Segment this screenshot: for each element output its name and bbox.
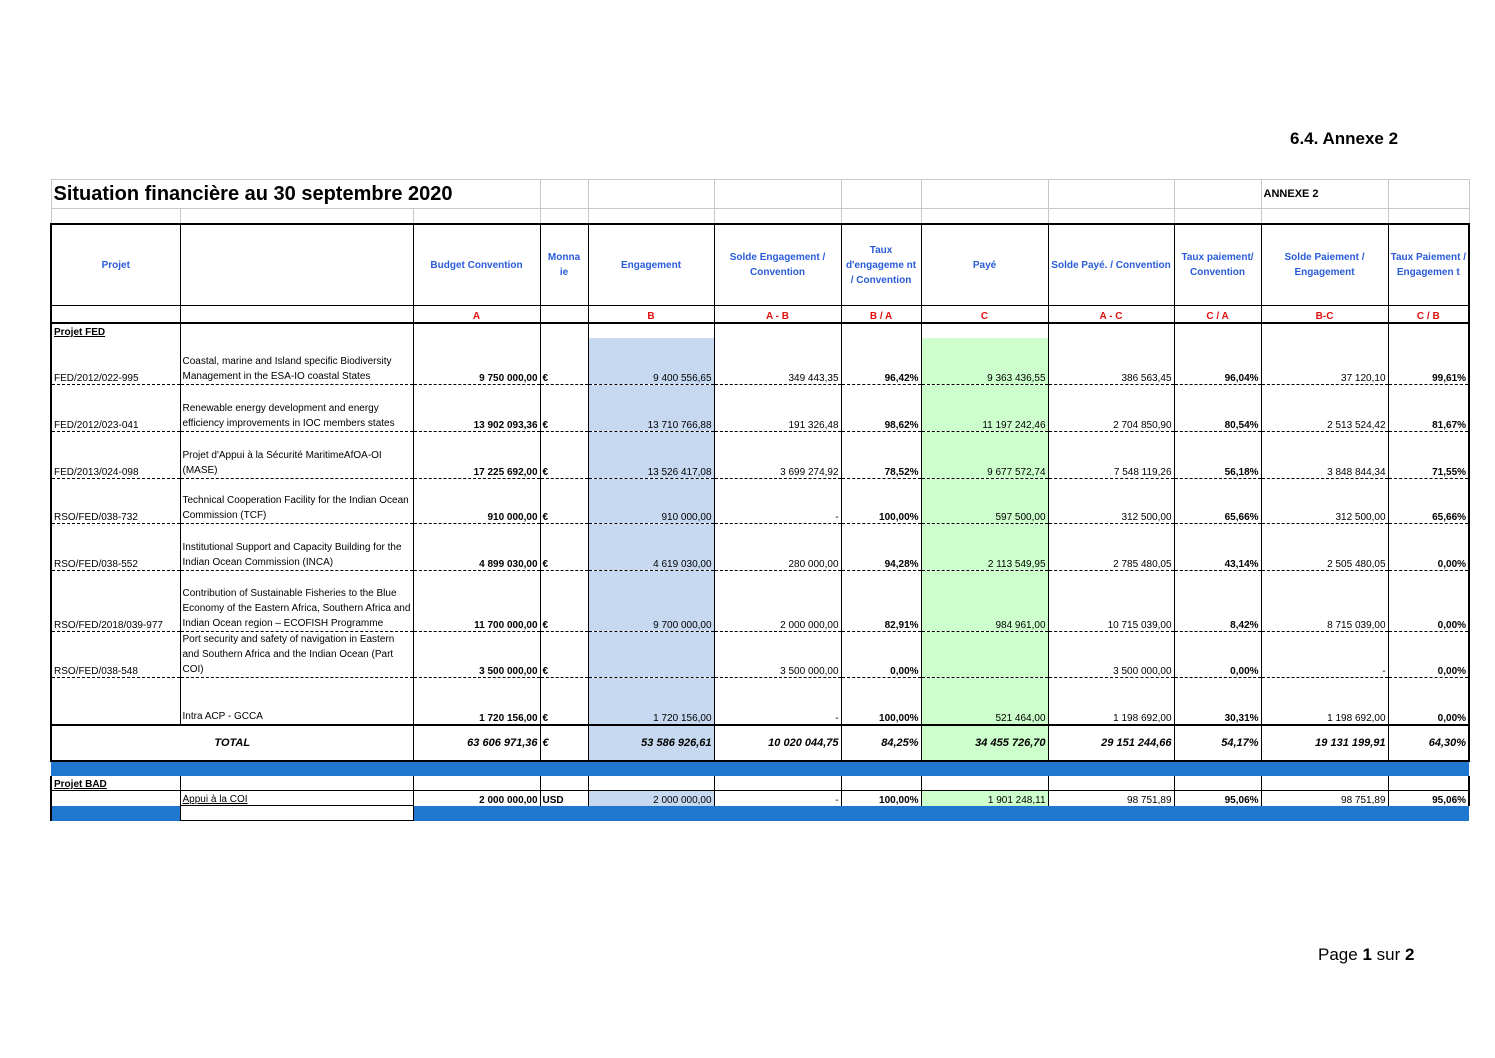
bad-desc: Appui à la COI: [180, 791, 413, 806]
cell-taux-paie: 30,31%: [1174, 678, 1261, 726]
cell-taux-pe: 0,00%: [1388, 632, 1469, 678]
cell-solde-paye: 1 198 692,00: [1048, 678, 1174, 726]
cell-paye: 2 113 549,95: [921, 524, 1048, 571]
bad-engagement: 2 000 000,00: [588, 791, 714, 806]
section-fed-label: Projet FED: [51, 323, 180, 338]
letter-engagement: B: [588, 306, 714, 324]
total-taux-engagement: 84,25%: [841, 725, 921, 761]
annexe-tag: ANNEXE 2: [1261, 180, 1388, 209]
total-solde-paye: 29 151 244,66: [1048, 725, 1174, 761]
cell-eng: 910 000,00: [588, 479, 714, 524]
bad-solde-engagement: -: [714, 791, 841, 806]
cell-code: FED/2012/023-041: [51, 385, 180, 432]
cell-solde-paye: 2 785 480,05: [1048, 524, 1174, 571]
cell-taux-paie: 56,18%: [1174, 432, 1261, 479]
bad-taux-paiement: 95,06%: [1174, 791, 1261, 806]
total-solde-engagement: 10 020 044,75: [714, 725, 841, 761]
bad-paye: 1 901 248,11: [921, 791, 1048, 806]
letter-taux-paiement: C / A: [1174, 306, 1261, 324]
cell-solde-paye: 386 563,45: [1048, 338, 1174, 385]
page-footer: [1318, 945, 1414, 965]
cell-taux-paie: 65,66%: [1174, 479, 1261, 524]
cell-taux-pe: 65,66%: [1388, 479, 1469, 524]
cell-code: RSO/FED/038-548: [51, 632, 180, 678]
cell-budget: 4 899 030,00: [413, 524, 540, 571]
table-row: [51, 432, 1469, 479]
total-label: TOTAL: [51, 725, 413, 761]
cell-solde-pe: 8 715 039,00: [1261, 571, 1388, 632]
cell-taux-pe: 71,55%: [1388, 432, 1469, 479]
section-bad: [51, 776, 1469, 791]
header-taux-paiement-engagement: Taux Paiement / Engagemen t: [1388, 224, 1469, 306]
cell-taux-eng: 100,00%: [841, 479, 921, 524]
header-solde-paiement-engagement: Solde Paiement / Engagement: [1261, 224, 1388, 306]
bad-solde-paiement-engagement: 98 751,89: [1261, 791, 1388, 806]
cell-paye: 9 363 436,55: [921, 338, 1048, 385]
column-headers: [51, 224, 1469, 306]
cell-cur: €: [540, 632, 588, 678]
bad-taux-paiement-engagement: 95,06%: [1388, 791, 1469, 806]
cell-budget: 11 700 000,00: [413, 571, 540, 632]
cell-taux-eng: 82,91%: [841, 571, 921, 632]
cell-solde-pe: 3 848 844,34: [1261, 432, 1388, 479]
cell-desc: Institutional Support and Capacity Building for the Indian Ocean Commission (INCA): [180, 524, 413, 571]
cell-taux-eng: 94,28%: [841, 524, 921, 571]
table-row: [51, 385, 1469, 432]
cell-solde-paye: 10 715 039,00: [1048, 571, 1174, 632]
header-solde-paye: Solde Payé. / Convention: [1048, 224, 1174, 306]
cell-solde-eng: 3 500 000,00: [714, 632, 841, 678]
cell-solde-eng: 3 699 274,92: [714, 432, 841, 479]
total-taux-paiement-engagement: 64,30%: [1388, 725, 1469, 761]
bad-row: [51, 791, 1469, 806]
cell-eng: [588, 632, 714, 678]
document-section-label: 6.4. Annexe 2: [1290, 129, 1399, 148]
cell-taux-eng: 100,00%: [841, 678, 921, 726]
cell-eng: 13 710 766,88: [588, 385, 714, 432]
total-currency: €: [540, 725, 588, 761]
cell-budget: 13 902 093,36: [413, 385, 540, 432]
cell-budget: 910 000,00: [413, 479, 540, 524]
cell-budget: 3 500 000,00: [413, 632, 540, 678]
cell-desc: Contribution of Sustainable Fisheries to the Blue Economy of the Eastern Africa, Southern Africa and Indian Ocean region – ECOFISH Programme: [180, 571, 413, 632]
cell-taux-pe: 0,00%: [1388, 571, 1469, 632]
cell-solde-eng: 280 000,00: [714, 524, 841, 571]
cell-desc: Intra ACP - GCCA: [180, 678, 413, 726]
letter-solde-paye: A - C: [1048, 306, 1174, 324]
cell-taux-paie: 0,00%: [1174, 632, 1261, 678]
cell-code: FED/2013/024-098: [51, 432, 180, 479]
bad-currency: USD: [540, 791, 588, 806]
total-taux-paiement: 54,17%: [1174, 725, 1261, 761]
cell-cur: €: [540, 524, 588, 571]
total-engagement: 53 586 926,61: [588, 725, 714, 761]
cell-solde-eng: -: [714, 678, 841, 726]
total-row: [51, 725, 1469, 761]
cell-code: RSO/FED/2018/039-977: [51, 571, 180, 632]
total-budget: 63 606 971,36: [413, 725, 540, 761]
cell-solde-eng: 2 000 000,00: [714, 571, 841, 632]
total-solde-paiement-engagement: 19 131 199,91: [1261, 725, 1388, 761]
cell-solde-paye: 7 548 119,26: [1048, 432, 1174, 479]
header-taux-paiement: Taux paiement/ Convention: [1174, 224, 1261, 306]
cell-paye: 11 197 242,46: [921, 385, 1048, 432]
section-bad-label: Projet BAD: [51, 776, 180, 791]
footer-mid: sur: [1371, 945, 1405, 964]
cell-solde-paye: 3 500 000,00: [1048, 632, 1174, 678]
cell-solde-pe: 2 505 480,05: [1261, 524, 1388, 571]
bad-budget: 2 000 000,00: [413, 791, 540, 806]
cell-code: FED/2012/022-995: [51, 338, 180, 385]
cell-desc: Technical Cooperation Facility for the Indian Ocean Commission (TCF): [180, 479, 413, 524]
cell-solde-paye: 2 704 850,90: [1048, 385, 1174, 432]
cell-paye: 521 464,00: [921, 678, 1048, 726]
bad-solde-paye: 98 751,89: [1048, 791, 1174, 806]
cell-code: [51, 678, 180, 726]
cell-solde-eng: 349 443,35: [714, 338, 841, 385]
cell-taux-pe: 0,00%: [1388, 524, 1469, 571]
cell-paye: 984 961,00: [921, 571, 1048, 632]
bottom-band: [51, 806, 1469, 821]
letter-solde-paiement-engagement: B-C: [1261, 306, 1388, 324]
table-row: [51, 571, 1469, 632]
cell-taux-eng: 98,62%: [841, 385, 921, 432]
header-budget: Budget Convention: [413, 224, 540, 306]
cell-code: RSO/FED/038-732: [51, 479, 180, 524]
header-monnaie: Monna ie: [540, 224, 588, 306]
cell-solde-pe: 2 513 524,42: [1261, 385, 1388, 432]
cell-taux-eng: 0,00%: [841, 632, 921, 678]
cell-eng: 4 619 030,00: [588, 524, 714, 571]
cell-eng: 9 700 000,00: [588, 571, 714, 632]
cell-taux-eng: 78,52%: [841, 432, 921, 479]
cell-desc: Projet d'Appui à la Sécurité MaritimeAfOA-OI (MASE): [180, 432, 413, 479]
cell-eng: 9 400 556,65: [588, 338, 714, 385]
bad-taux-engagement: 100,00%: [841, 791, 921, 806]
header-solde-engagement: Solde Engagement / Convention: [714, 224, 841, 306]
header-engagement: Engagement: [588, 224, 714, 306]
table-row: [51, 338, 1469, 385]
total-paye: 34 455 726,70: [921, 725, 1048, 761]
cell-cur: €: [540, 678, 588, 726]
footer-total: 2: [1404, 945, 1415, 964]
fed-rows: [51, 338, 1469, 725]
blue-separator-band: [51, 761, 1469, 776]
cell-taux-paie: 96,04%: [1174, 338, 1261, 385]
formula-letters: [51, 306, 1469, 324]
cell-eng: 1 720 156,00: [588, 678, 714, 726]
cell-desc: Renewable energy development and energy efficiency improvements in IOC members states: [180, 385, 413, 432]
cell-budget: 17 225 692,00: [413, 432, 540, 479]
letter-paye: C: [921, 306, 1048, 324]
header-taux-engagement: Taux d'engageme nt / Convention: [841, 224, 921, 306]
table-row: [51, 479, 1469, 524]
letter-taux-engagement: B / A: [841, 306, 921, 324]
cell-cur: €: [540, 432, 588, 479]
letter-budget: A: [413, 306, 540, 324]
cell-cur: €: [540, 385, 588, 432]
cell-solde-eng: -: [714, 479, 841, 524]
cell-solde-paye: 312 500,00: [1048, 479, 1174, 524]
table-row: [51, 524, 1469, 571]
letter-taux-paiement-engagement: C / B: [1388, 306, 1469, 324]
cell-paye: 597 500,00: [921, 479, 1048, 524]
cell-code: RSO/FED/038-552: [51, 524, 180, 571]
section-fed: [51, 323, 1469, 338]
cell-budget: 1 720 156,00: [413, 678, 540, 726]
header-paye: Payé: [921, 224, 1048, 306]
cell-paye: [921, 632, 1048, 678]
financial-table-sheet: [50, 179, 1468, 821]
cell-cur: €: [540, 479, 588, 524]
cell-desc: Port security and safety of navigation in Eastern and Southern Africa and the Indian Ocean (Part COI): [180, 632, 413, 678]
financial-table: [50, 179, 1470, 821]
table-row: [51, 678, 1469, 726]
cell-taux-paie: 80,54%: [1174, 385, 1261, 432]
cell-budget: 9 750 000,00: [413, 338, 540, 385]
cell-cur: €: [540, 338, 588, 385]
cell-paye: 9 677 572,74: [921, 432, 1048, 479]
letter-solde-engagement: A - B: [714, 306, 841, 324]
cell-taux-paie: 8,42%: [1174, 571, 1261, 632]
header-projet: Projet: [51, 224, 180, 306]
cell-solde-pe: 1 198 692,00: [1261, 678, 1388, 726]
cell-eng: 13 526 417,08: [588, 432, 714, 479]
cell-taux-eng: 96,42%: [841, 338, 921, 385]
cell-taux-pe: 81,67%: [1388, 385, 1469, 432]
bad-code: [51, 791, 180, 806]
cell-solde-pe: 37 120,10: [1261, 338, 1388, 385]
cell-taux-paie: 43,14%: [1174, 524, 1261, 571]
cell-solde-pe: 312 500,00: [1261, 479, 1388, 524]
sheet-title: Situation financière au 30 septembre 2020: [51, 180, 540, 209]
footer-prefix: Page: [1318, 945, 1363, 964]
cell-taux-pe: 99,61%: [1388, 338, 1469, 385]
cell-taux-pe: 0,00%: [1388, 678, 1469, 726]
cell-solde-pe: -: [1261, 632, 1388, 678]
cell-cur: €: [540, 571, 588, 632]
cell-solde-eng: 191 326,48: [714, 385, 841, 432]
table-row: [51, 632, 1469, 678]
footer-page: 1: [1362, 945, 1372, 964]
cell-desc: Coastal, marine and Island specific Biodiversity Management in the ESA-IO coastal States: [180, 338, 413, 385]
